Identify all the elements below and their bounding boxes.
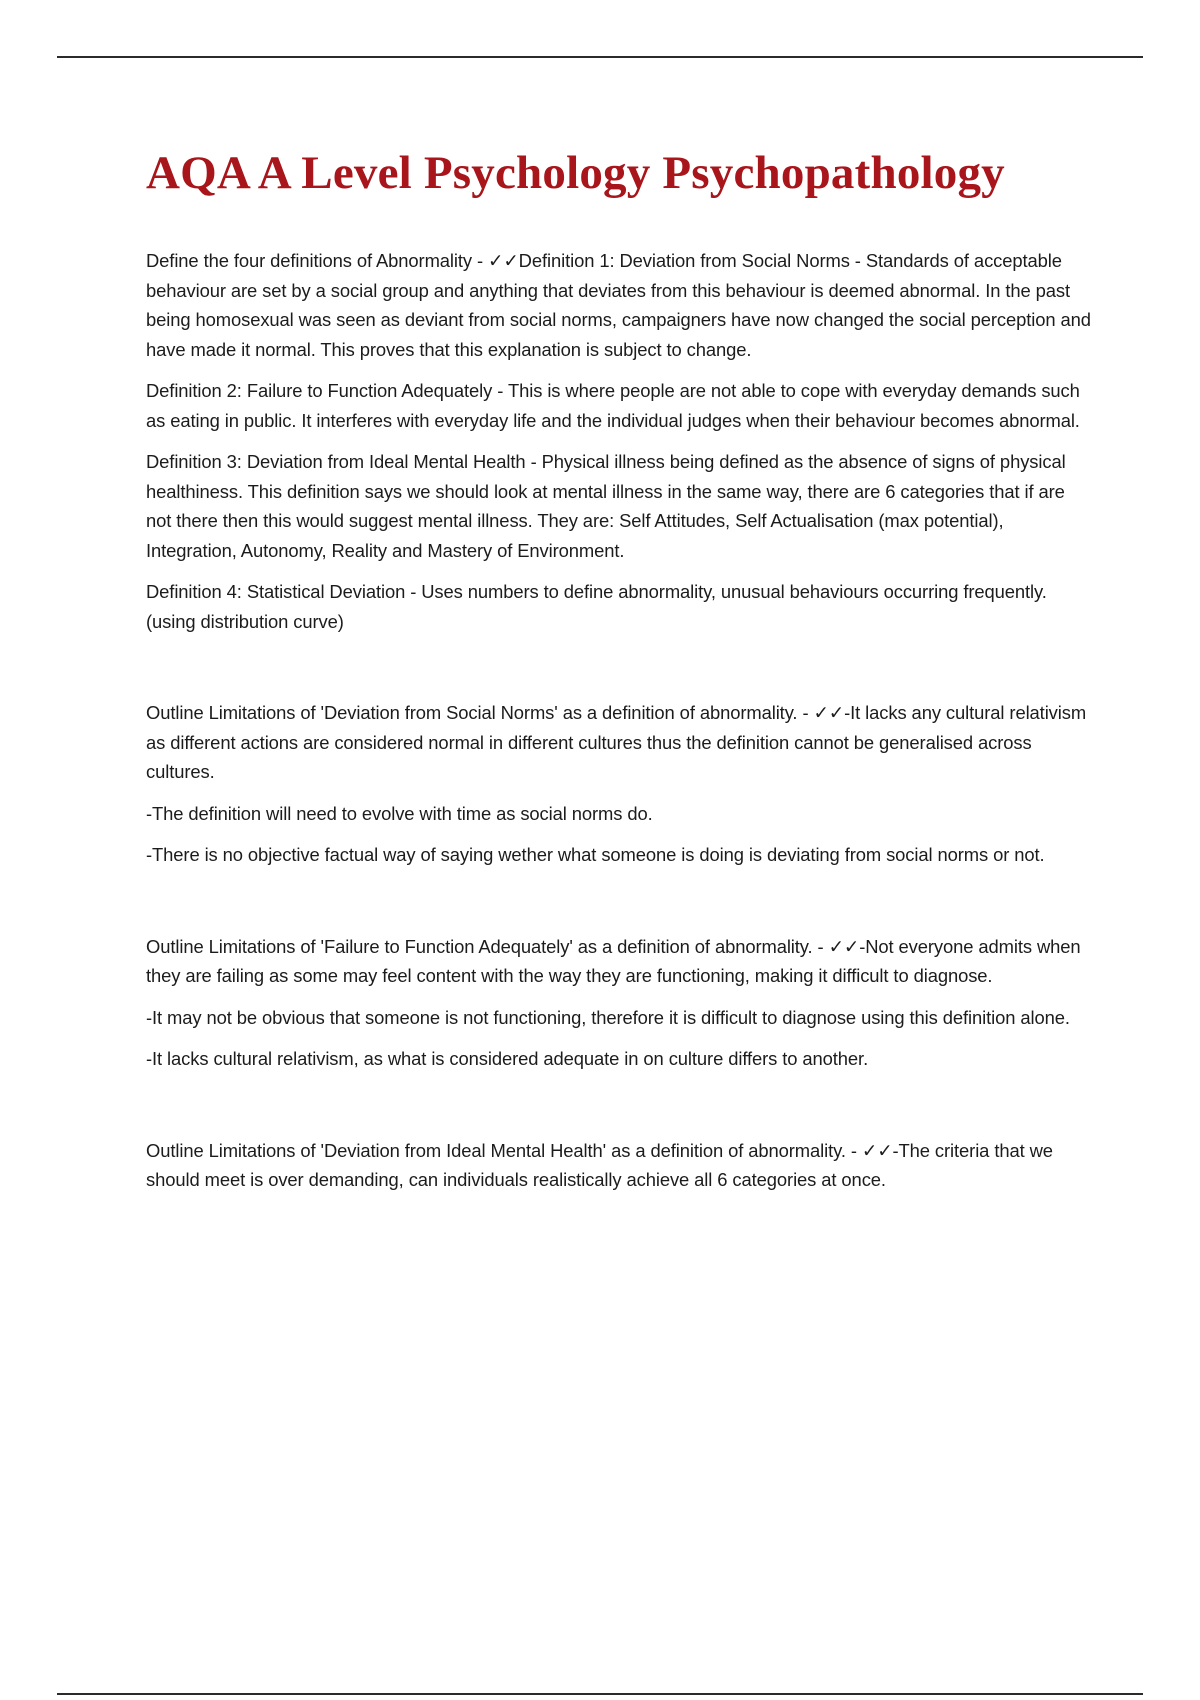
paragraph: -There is no objective factual way of saying wether what someone is doing is deviating from social norms or not. bbox=[146, 844, 1045, 865]
document-title: AQA A Level Psychology Psychopathology bbox=[146, 147, 1005, 199]
qa-section-failure-to-function bbox=[146, 932, 1094, 1074]
qa-section-definitions bbox=[146, 246, 1094, 636]
paragraph: Define the four definitions of Abnormality - ✓✓Definition 1: Deviation from Social Norms - Standards of acceptable behaviour are set by a social group and anything that deviates from this behaviour is deemed abnormal. In the past being homosexual was seen as deviant from social norms, campaigners have now changed the social perception and have made it normal. This proves that this explanation is subject to change. bbox=[146, 250, 1091, 360]
qa-section-ideal-mental-health bbox=[146, 1136, 1094, 1195]
footer-rule bbox=[57, 1693, 1143, 1695]
qa-section-social-norms bbox=[146, 698, 1094, 870]
paragraph: -The definition will need to evolve with time as social norms do. bbox=[146, 802, 653, 824]
document-body bbox=[146, 246, 1094, 1207]
paragraph: -It lacks cultural relativism, as what is considered adequate in on culture differs to another. bbox=[146, 1048, 869, 1069]
paragraph: -It may not be obvious that someone is not functioning, therefore it is difficult to diagnose using this definition alone. bbox=[146, 1006, 1070, 1028]
paragraph: Definition 3: Deviation from Ideal Mental Health - Physical illness being defined as the absence of signs of physical healthiness. This definition says we should look at mental illness in the same way, there are 6 categories that if are not there then this would suggest mental illness. They are: Self Attitudes, Self Actualisation (max potential), Integration, Autonomy, Reality and Mastery of Environment. bbox=[146, 451, 1066, 561]
paragraph: Definition 2: Failure to Function Adequately - This is where people are not able to cope with everyday demands such as eating in public. It interferes with everyday life and the individual judges when their behaviour becomes abnormal. bbox=[146, 380, 1080, 431]
paragraph: Definition 4: Statistical Deviation - Uses numbers to define abnormality, unusual behaviours occurring frequently. (using distribution curve) bbox=[146, 581, 1047, 632]
header-rule bbox=[57, 56, 1143, 58]
paragraph: Outline Limitations of 'Deviation from Social Norms' as a definition of abnormality. - ✓✓-It lacks any cultural relativism as different actions are considered normal in different cultures thus the definition cannot be generalised across cultures. bbox=[146, 702, 1087, 782]
paragraph: Outline Limitations of 'Deviation from Ideal Mental Health' as a definition of abnormality. - ✓✓-The criteria that we should meet is over demanding, can individuals realistically achieve all 6 categories at once. bbox=[146, 1139, 1053, 1190]
paragraph: Outline Limitations of 'Failure to Function Adequately' as a definition of abnormality. - ✓✓-Not everyone admits when they are failing as some may feel content with the way they are functioning, making it difficult to diagnose. bbox=[146, 935, 1081, 986]
